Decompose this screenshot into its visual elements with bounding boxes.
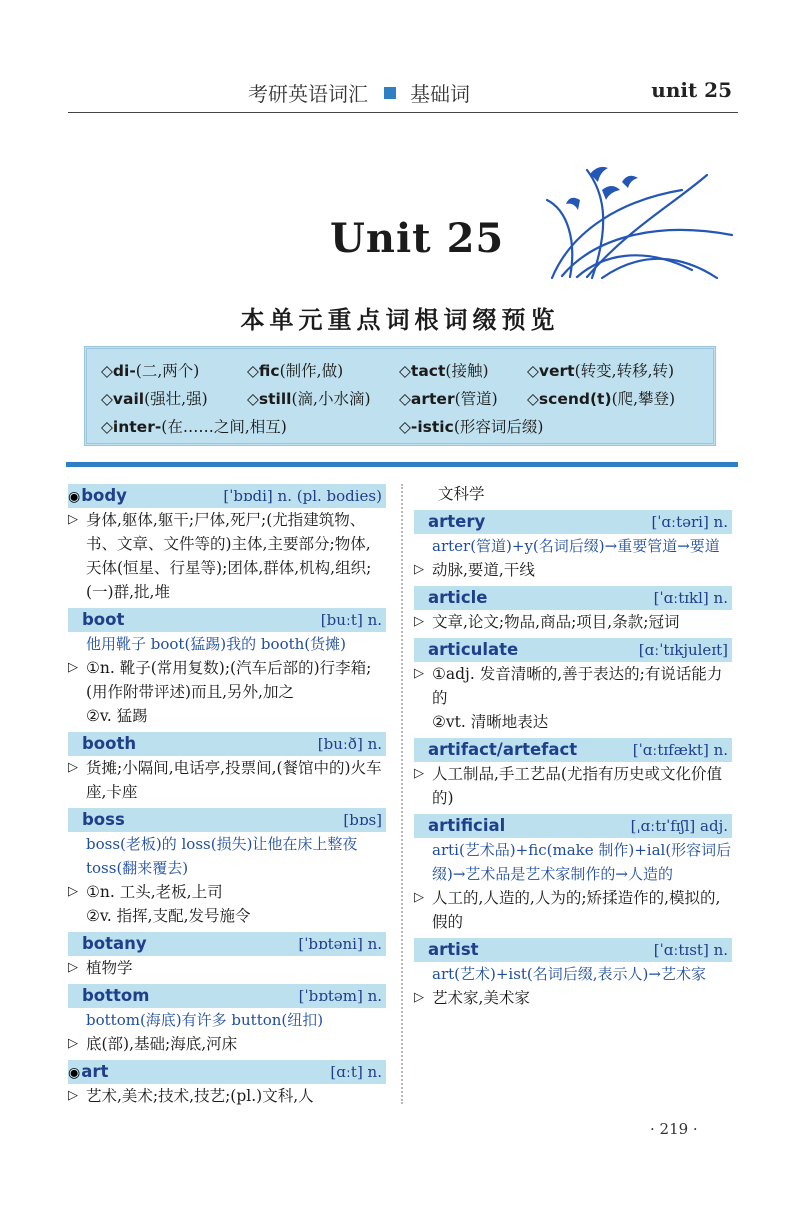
entry-header — [414, 638, 732, 662]
root-preview-box — [84, 346, 716, 446]
running-header — [0, 78, 800, 108]
phonetic: [ɑːˈtɪkjuleɪt] — [638, 641, 728, 659]
header-book-title: 考研英语词汇 — [248, 82, 368, 106]
header-unit: unit 25 — [651, 78, 732, 102]
mnemonic: boss(老板)的 loss(损失)让他在床上整夜 toss(翻来覆去) — [86, 835, 358, 877]
entry-header — [68, 732, 386, 756]
section-divider — [66, 462, 738, 467]
headword: bottom — [82, 986, 150, 1005]
entry-booth — [68, 732, 386, 804]
phonetic: [ˈɑːtɪkl] n. — [653, 589, 728, 607]
headword: artificial — [428, 816, 506, 835]
root-item: ◇fic(制作,做) — [247, 362, 344, 380]
definition: ▷ 文章,论文;物品,商品;项目,条款;冠词 — [414, 610, 732, 634]
entry-articulate — [414, 638, 732, 734]
mnemonic: bottom(海底)有许多 button(纽扣) — [86, 1011, 324, 1029]
triangle-bullet-icon: ▷ — [68, 660, 78, 675]
definition: ②v. 指挥,支配,发号施令 — [86, 907, 251, 925]
entry-header — [414, 938, 732, 962]
triangle-bullet-icon: ▷ — [68, 1036, 78, 1051]
triangle-bullet-icon: ▷ — [414, 666, 424, 681]
entry-header — [414, 510, 732, 534]
headword: ◉body — [68, 486, 127, 505]
mnemonic: art(艺术)+ist(名词后缀,表示人)→艺术家 — [432, 965, 706, 983]
entry-header — [414, 586, 732, 610]
triangle-bullet-icon: ▷ — [68, 1088, 78, 1103]
continued-definition: 文科学 — [438, 485, 485, 503]
entry-artifact — [414, 738, 732, 810]
triangle-bullet-icon: ▷ — [414, 562, 424, 577]
definition: ▷ ①n. 工头,老板,上司 — [68, 880, 386, 904]
definition: ▷ ①n. 靴子(常用复数);(汽车后部的)行李箱;(用作附带评述)而且,另外,加之 — [68, 656, 386, 704]
root-item: ◇still(滴,小水滴) — [247, 390, 371, 408]
root-item: ◇di-(二,两个) — [101, 362, 200, 380]
phonetic: [buːð] n. — [317, 735, 382, 753]
definition: ▷ 艺术,美术;技术,技艺;(pl.)文科,人 — [68, 1084, 386, 1108]
entry-header — [414, 738, 732, 762]
root-item: ◇tact(接触) — [399, 362, 489, 380]
triangle-bullet-icon: ▷ — [68, 884, 78, 899]
entry-boss — [68, 808, 386, 928]
definition: ▷ 动脉,要道,干线 — [414, 558, 732, 582]
square-bullet-icon — [384, 87, 396, 99]
phonetic: [ˈɑːtɪfækt] n. — [632, 741, 728, 759]
entry-header — [68, 932, 386, 956]
headword: boot — [82, 610, 125, 629]
triangle-bullet-icon: ▷ — [414, 890, 424, 905]
headword: article — [428, 588, 488, 607]
entry-header — [68, 984, 386, 1008]
key-word-icon: ◉ — [68, 489, 81, 505]
page-number: · 219 · — [650, 1120, 698, 1138]
root-item: ◇vert(转变,转移,转) — [527, 362, 675, 380]
triangle-bullet-icon: ▷ — [414, 614, 424, 629]
headword: boss — [82, 810, 125, 829]
entry-article — [414, 586, 732, 634]
phonetic: [bɒs] — [343, 811, 382, 829]
definition: ▷ 植物学 — [68, 956, 386, 980]
phonetic: [ɑːt] n. — [330, 1063, 382, 1081]
entry-boot — [68, 608, 386, 728]
definition: ▷ 艺术家,美术家 — [414, 986, 732, 1010]
triangle-bullet-icon: ▷ — [414, 990, 424, 1005]
headword: articulate — [428, 640, 519, 659]
root-item: ◇inter-(在……之间,相互) — [101, 418, 287, 436]
definition: ▷ 人工的,人造的,人为的;矫揉造作的,模拟的,假的 — [414, 886, 732, 934]
phonetic: [ˌɑːtɪˈfɪʃl] adj. — [630, 817, 728, 835]
entry-botany — [68, 932, 386, 980]
phonetic: [ˈbɒtəm] n. — [298, 987, 382, 1005]
entry-body — [68, 484, 386, 604]
mnemonic: 他用靴子 boot(猛踢)我的 booth(货摊) — [86, 635, 346, 653]
definition: ▷ 底(部),基础;海底,河床 — [68, 1032, 386, 1056]
headword: artifact/artefact — [428, 740, 578, 759]
definition: ▷ 人工制品,手工艺品(尤指有历史或文化价值的) — [414, 762, 732, 810]
headword: botany — [82, 934, 147, 953]
triangle-bullet-icon: ▷ — [68, 760, 78, 775]
definition: ②vt. 清晰地表达 — [432, 713, 549, 731]
unit-title: Unit 25 — [330, 215, 505, 262]
root-item: ◇vail(强壮,强) — [101, 390, 208, 408]
column-separator — [401, 484, 403, 1104]
phonetic: [ˈɑːtəri] n. — [651, 513, 728, 531]
root-item: ◇scend(t)(爬,攀登) — [527, 390, 676, 408]
entry-header — [68, 1060, 386, 1084]
entry-header — [68, 808, 386, 832]
header-section: 基础词 — [410, 82, 470, 106]
left-column — [68, 480, 386, 1110]
definition: ▷ 身体,躯体,躯干;尸体,死尸;(尤指建筑物、书、文章、文件等的)主体,主要部分;物体,天体(恒星、行星等);团体,群体,机构,组织;(一)群,批,堆 — [68, 508, 386, 604]
triangle-bullet-icon: ▷ — [414, 766, 424, 781]
phonetic: [ˈɑːtɪst] n. — [653, 941, 728, 959]
entry-art — [68, 1060, 386, 1108]
entry-header — [68, 608, 386, 632]
mnemonic: arter(管道)+y(名词后缀)→重要管道→要道 — [432, 537, 720, 555]
headword: artist — [428, 940, 479, 959]
entry-header — [68, 484, 386, 508]
mnemonic: arti(艺术品)+fic(make 制作)+ial(形容词后缀)→艺术品是艺术家制作的→人造的 — [432, 841, 732, 883]
phonetic: [ˈbɒtəni] n. — [298, 935, 382, 953]
preview-subtitle: 本单元重点词根词缀预览 — [240, 305, 560, 334]
entry-bottom — [68, 984, 386, 1056]
entry-artist — [414, 938, 732, 1010]
headword: booth — [82, 734, 137, 753]
definition: ②v. 猛踢 — [86, 707, 148, 725]
triangle-bullet-icon: ▷ — [68, 960, 78, 975]
entry-artery — [414, 510, 732, 582]
headword: ◉art — [68, 1062, 109, 1081]
triangle-bullet-icon: ▷ — [68, 512, 78, 527]
header-center — [248, 78, 470, 107]
key-word-icon: ◉ — [68, 1065, 81, 1081]
right-column — [414, 480, 732, 1012]
header-rule — [68, 112, 738, 113]
entry-artificial — [414, 814, 732, 934]
root-item: ◇-istic(形容词后缀) — [399, 418, 544, 436]
orchid-illustration-icon — [532, 160, 742, 280]
root-item: ◇arter(管道) — [399, 390, 498, 408]
definition: ▷ 货摊;小隔间,电话亭,投票间,(餐馆中的)火车座,卡座 — [68, 756, 386, 804]
entry-header — [414, 814, 732, 838]
definition: ▷ ①adj. 发音清晰的,善于表达的;有说话能力的 — [414, 662, 732, 710]
phonetic: [ˈbɒdi] n. (pl. bodies) — [223, 487, 382, 505]
headword: artery — [428, 512, 486, 531]
phonetic: [buːt] n. — [320, 611, 382, 629]
